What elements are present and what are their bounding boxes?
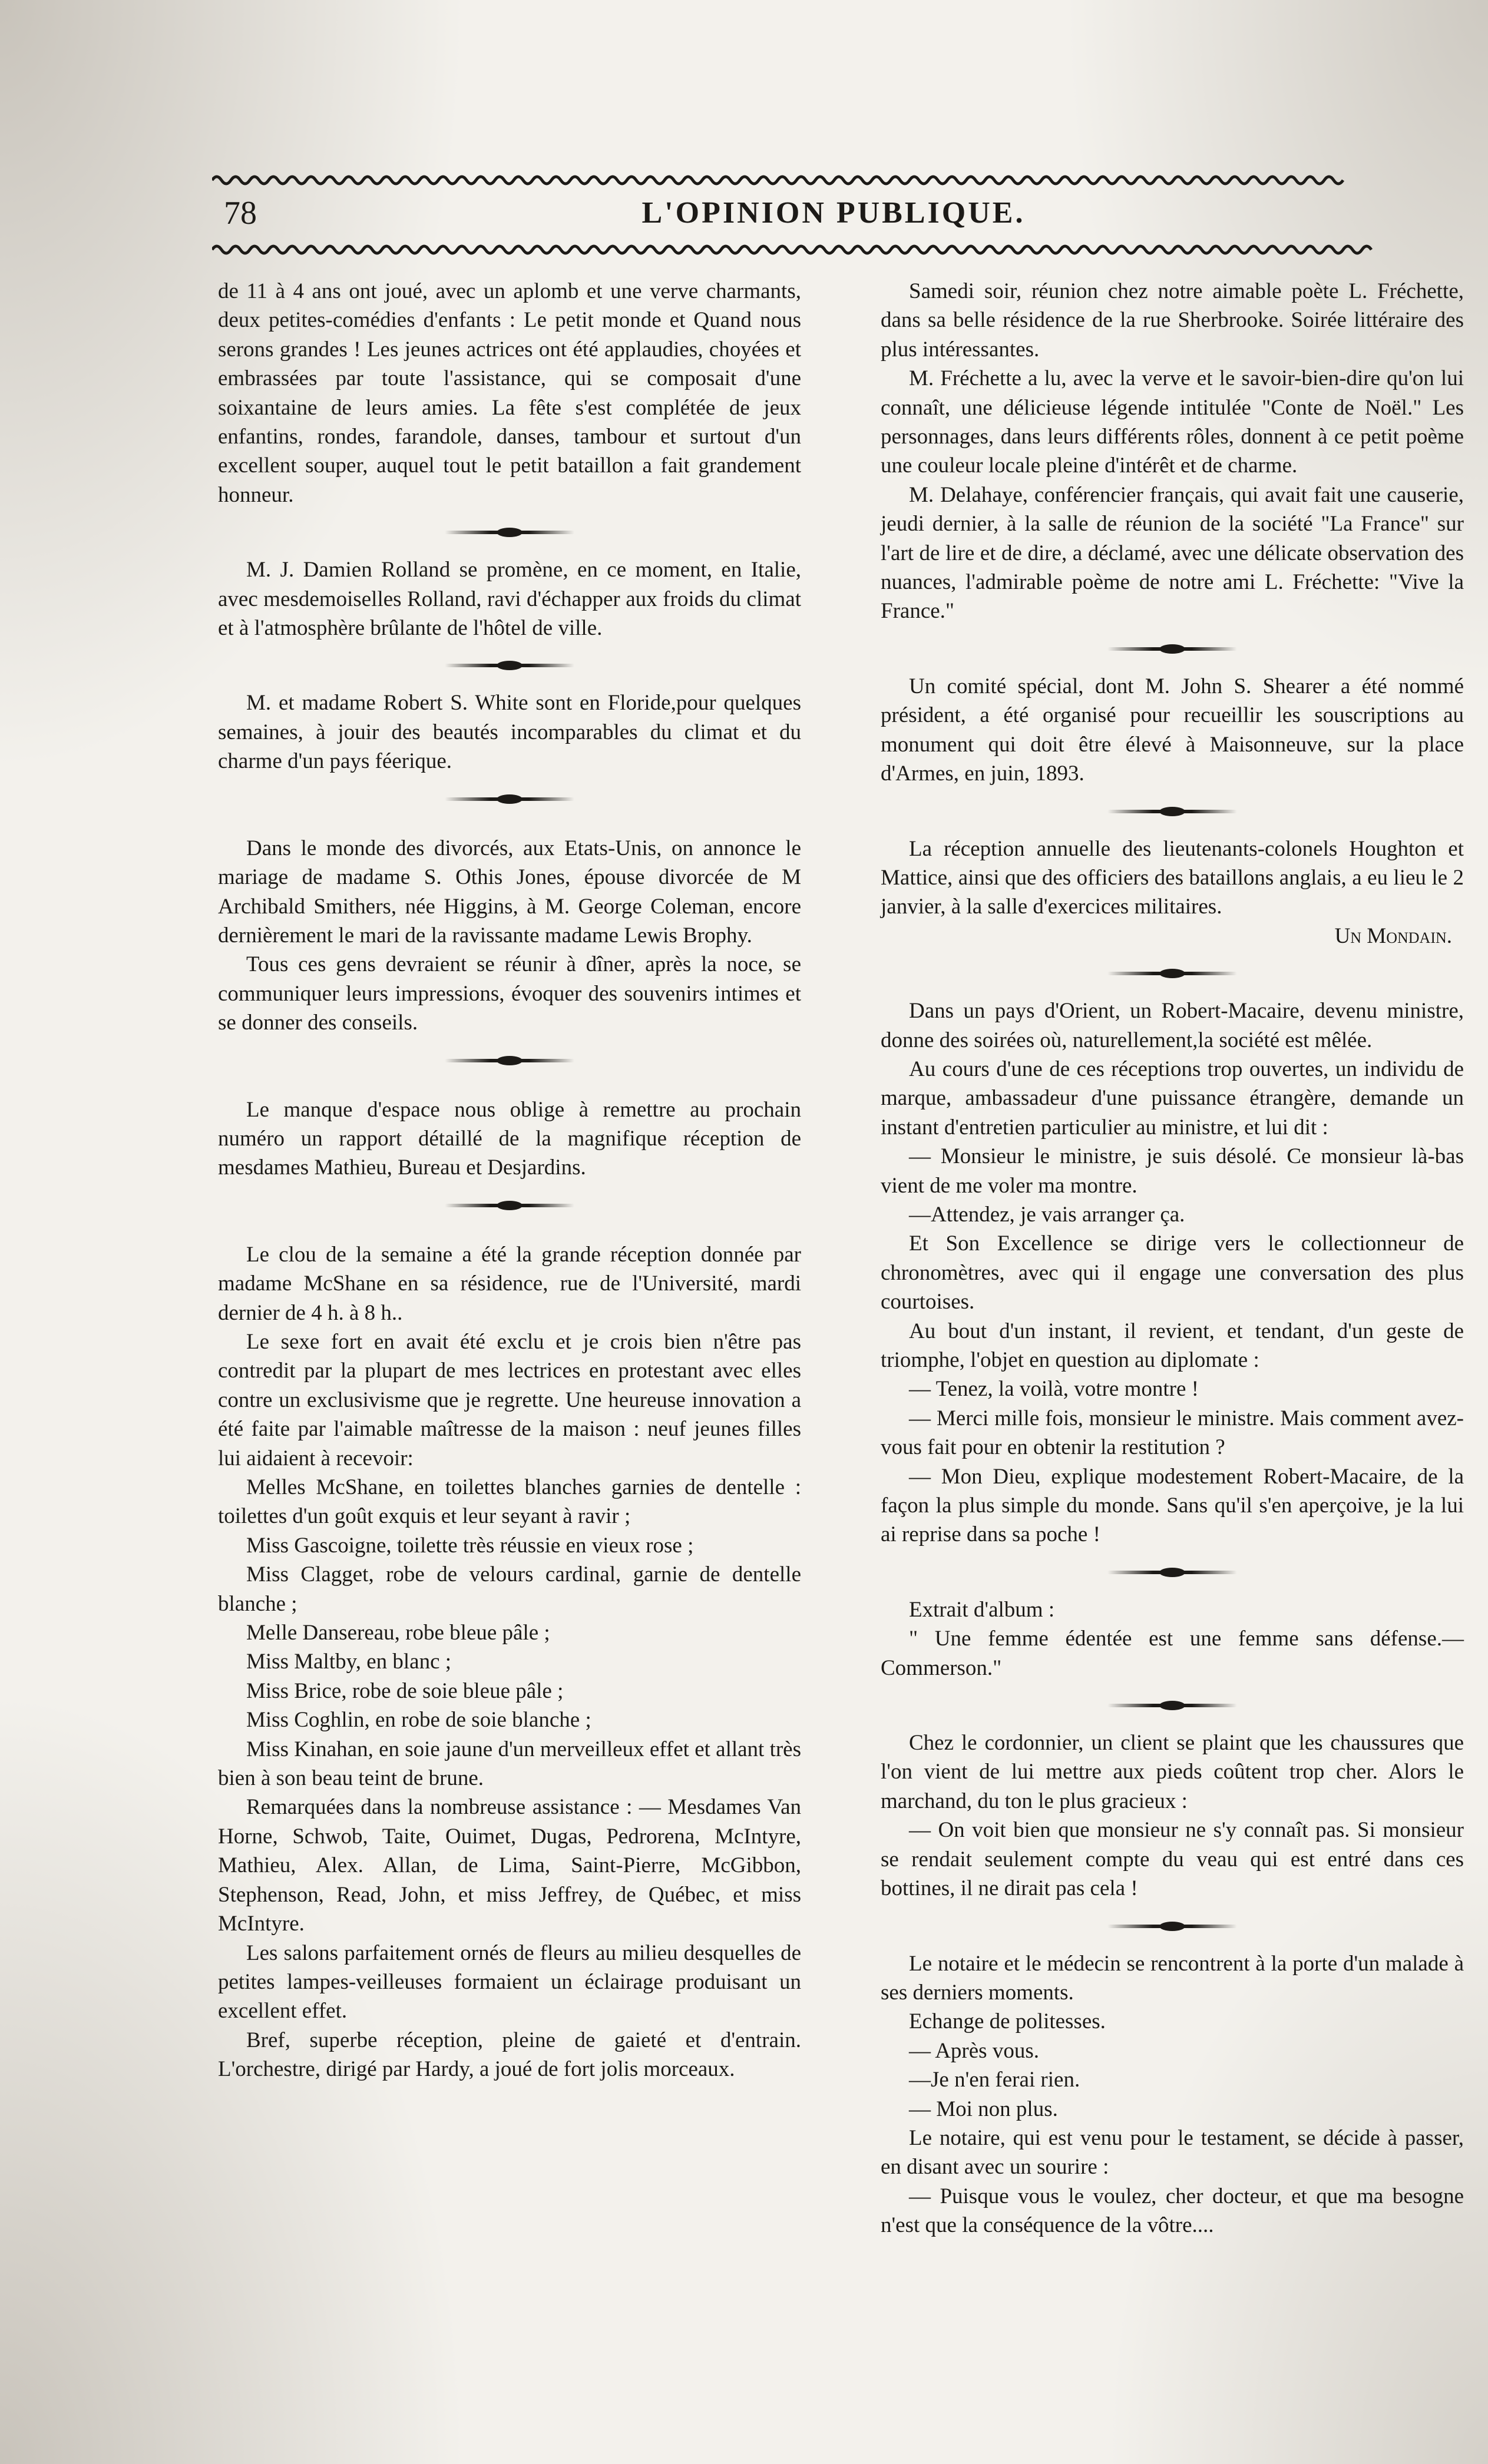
paragraph: Miss Maltby, en blanc ; [246, 1650, 452, 1674]
paragraph: Samedi soir, réunion chez notre aimable poète L. Fréchette, dans sa belle résidence de la rue Sherbrooke. Soirée littéraire des plus intéressantes. [881, 279, 1464, 362]
separator-ornament [218, 643, 801, 688]
paragraph: Miss Coghlin, en robe de soie blanche ; [246, 1708, 591, 1733]
separator-ornament [881, 1903, 1464, 1949]
page-header [212, 172, 1455, 266]
paragraph: Le sexe fort en avait été exclu et je crois bien n'être pas contredit par la plupart de mes lectrices en protestant avec elles contre un exclusivisme que je regrette. Une heureuse innovation a été faite par l'aimable maîtresse de la maison : neuf jeunes filles lui aidaient à recevoir: [218, 1329, 801, 1471]
paragraph: Melle Dansereau, robe bleue pâle ; [246, 1621, 550, 1645]
paragraph: — Après vous. [909, 2038, 1039, 2063]
separator-ornament [218, 776, 801, 822]
paragraph: Au bout d'un instant, il revient, et tendant, d'un geste de triomphe, l'objet en question au diplomate : [881, 1319, 1464, 1372]
paragraph: " Une femme édentée est une femme sans défense.— Commerson." [881, 1627, 1464, 1680]
paragraph: —Attendez, je vais arranger ça. [909, 1202, 1185, 1227]
journal-title: L'OPINION PUBLIQUE. [642, 196, 1026, 230]
left-column [218, 277, 801, 2084]
signature: Un Mondain. [1334, 923, 1452, 948]
paragraph: — Monsieur le ministre, je suis désolé. Ce monsieur là-bas vient de me voler ma montre. [881, 1144, 1464, 1198]
paragraph: — On voit bien que monsieur ne s'y connaît pas. Si monsieur se rendait seulement compte du veau qui est entré dans ces bottines, il ne dirait pas cela ! [881, 1818, 1464, 1901]
paragraph: Le notaire, qui est venu pour le testament, se décide à passer, en disant avec un sourire : [881, 2125, 1464, 2180]
paragraph: Echange de politesses. [909, 2009, 1106, 2034]
paragraph: M. Delahaye, conférencier français, qui avait fait une causerie, jeudi dernier, à la salle de réunion de la société "La France" sur l'art de lire et de dire, a déclamé, avec une délicate observation des nuances, l'admirable poème de notre ami L. Fréchette: "Vive la France." [881, 482, 1464, 624]
paragraph: — Moi non plus. [909, 2097, 1058, 2121]
paragraph: Miss Clagget, robe de velours cardinal, garnie de dentelle blanche ; [218, 1562, 801, 1616]
paragraph: Dans le monde des divorcés, aux Etats-Unis, on annonce le mariage de madame S. Othis Jones, épouse divorcée de M Archibald Smithers, née Higgins, à M. George Coleman, encore dernièrement le mari de la ravissante madame Lewis Brophy. [218, 836, 801, 948]
paragraph: Le notaire et le médecin se rencontrent à la porte d'un malade à ses derniers moments. [881, 1951, 1464, 2005]
paragraph: Au cours d'une de ces réceptions trop ouvertes, un individu de marque, ambassadeur d'une puissance étrangère, demande un instant d'entretien particulier au ministre, et lui dit : [881, 1057, 1464, 1140]
paragraph: Tous ces gens devraient se réunir à dîner, après la noce, se communiquer leurs impressions, évoquer des souvenirs intimes et se donner des conseils. [218, 952, 801, 1035]
paragraph: Le manque d'espace nous oblige à remettre au prochain numéro un rapport détaillé de la magnifique réception de mesdames Mathieu, Bureau et Desjardins. [218, 1097, 801, 1180]
separator-ornament [218, 1183, 801, 1228]
paragraph: Extrait d'album : [909, 1597, 1055, 1622]
paragraph: Les salons parfaitement ornés de fleurs au milieu desquelles de petites lampes-veilleuses formaient un éclairage produisant un excellent effet. [218, 1940, 801, 2023]
paragraph: Miss Brice, robe de soie bleue pâle ; [246, 1678, 564, 1703]
separator-ornament [218, 1038, 801, 1084]
paragraph: Melles McShane, en toilettes blanches garnies de dentelle : toilettes d'un goût exquis et leur seyant à ravir ; [218, 1475, 801, 1529]
paragraph: Chez le cordonnier, un client se plaint que les chaussures que l'on vient de lui mettre aux pieds coûtent trop cher. Alors le marchand, du ton le plus gracieux : [881, 1731, 1464, 1813]
paragraph: Remarquées dans la nombreuse assistance : — Mesdames Van Horne, Schwob, Taite, Ouimet, Dugas, Pedrorena, McIntyre, Mathieu, Alex. Allan, de Lima, Saint-Pierre, McGibbon, Stephenson, Read, John, et miss Jeffrey, de Québec, et miss McIntyre. [218, 1795, 801, 1936]
separator-ornament [881, 1683, 1464, 1728]
paragraph: —Je n'en ferai rien. [909, 2068, 1080, 2092]
paragraph: Miss Kinahan, en soie jaune d'un merveilleux effet et allant très bien à son beau teint de brune. [218, 1737, 802, 1791]
paragraph: Bref, superbe réception, pleine de gaieté et d'entrain. L'orchestre, dirigé par Hardy, a joué de fort jolis morceaux. [218, 2028, 801, 2082]
separator-ornament [881, 1549, 1464, 1595]
paragraph: La réception annuelle des lieutenants-colonels Houghton et Mattice, ainsi que des officiers des bataillons anglais, a eu lieu le 2 janvier, à la salle d'exercices militaires. [881, 836, 1464, 919]
paragraph: Et Son Excellence se dirige vers le collectionneur de chronomètres, avec qui il engage une conversation des plus courtoises. [881, 1231, 1464, 1314]
paragraph: Le clou de la semaine a été la grande réception donnée par madame McShane en sa résidence, rue de l'Université, mardi dernier de 4 h. à 8 h.. [218, 1242, 801, 1325]
separator-ornament [218, 509, 801, 555]
separator-ornament [881, 951, 1464, 996]
paragraph: — Merci mille fois, monsieur le ministre. Mais comment avez-vous fait pour en obtenir la restitution ? [881, 1406, 1464, 1460]
header-bottom-rule [212, 241, 1455, 258]
separator-ornament [881, 626, 1464, 672]
header-top-rule [212, 172, 1455, 188]
page-number: 78 [224, 195, 257, 231]
paragraph: Un comité spécial, dont M. John S. Shearer a été nommé président, a été organisé pour recueillir les souscriptions au monument qui doit être élevé à Maisonneuve, sur la place d'Armes, en juin, 1893. [881, 674, 1464, 786]
paragraph: M. J. Damien Rolland se promène, en ce moment, en Italie, avec mesdemoiselles Rolland, ravi d'échapper aux froids du climat et à l'atmosphère brûlante de l'hôtel de ville. [218, 558, 801, 641]
separator-ornament [881, 789, 1464, 834]
paragraph: de 11 à 4 ans ont joué, avec un aplomb et une verve charmants, deux petites-comédies d'enfants : Le petit monde et Quand nous serons grandes ! Les jeunes actrices ont été applaudies, choyées et embrassées par toute l'assistance, qui se composait d'une soixantaine de leurs amies. La fête s'est complétée de jeux enfantins, rondes, farandole, danses, tambour et surtout d'un excellent souper, auquel tout le petit bataillon a fait grandement honneur. [218, 279, 801, 507]
paragraph: — Mon Dieu, explique modestement Robert-Macaire, de la façon la plus simple du monde. Sans qu'il s'en aperçoive, je la lui ai reprise dans sa poche ! [881, 1464, 1464, 1547]
right-column [881, 277, 1464, 2240]
paragraph: M. et madame Robert S. White sont en Floride,pour quelques semaines, à jouir des beautés incomparables du climat et du charme d'un pays féerique. [218, 691, 801, 774]
paragraph: — Tenez, la voilà, votre montre ! [909, 1377, 1199, 1402]
paragraph: — Puisque vous le voulez, cher docteur, et que ma besogne n'est que la conséquence de la vôtre.... [881, 2184, 1464, 2238]
paragraph: Miss Gascoigne, toilette très réussie en vieux rose ; [246, 1533, 694, 1558]
paragraph: M. Fréchette a lu, avec la verve et le savoir-bien-dire qu'on lui connaît, une délicieuse légende intitulée "Conte de Noël." Les personnages, dans leurs différents rôles, donnent à ce petit poème une couleur locale pleine d'intérêt et de charme. [881, 366, 1464, 478]
paragraph: Dans un pays d'Orient, un Robert-Macaire, devenu ministre, donne des soirées où, naturellement,la société est mêlée. [881, 999, 1464, 1052]
